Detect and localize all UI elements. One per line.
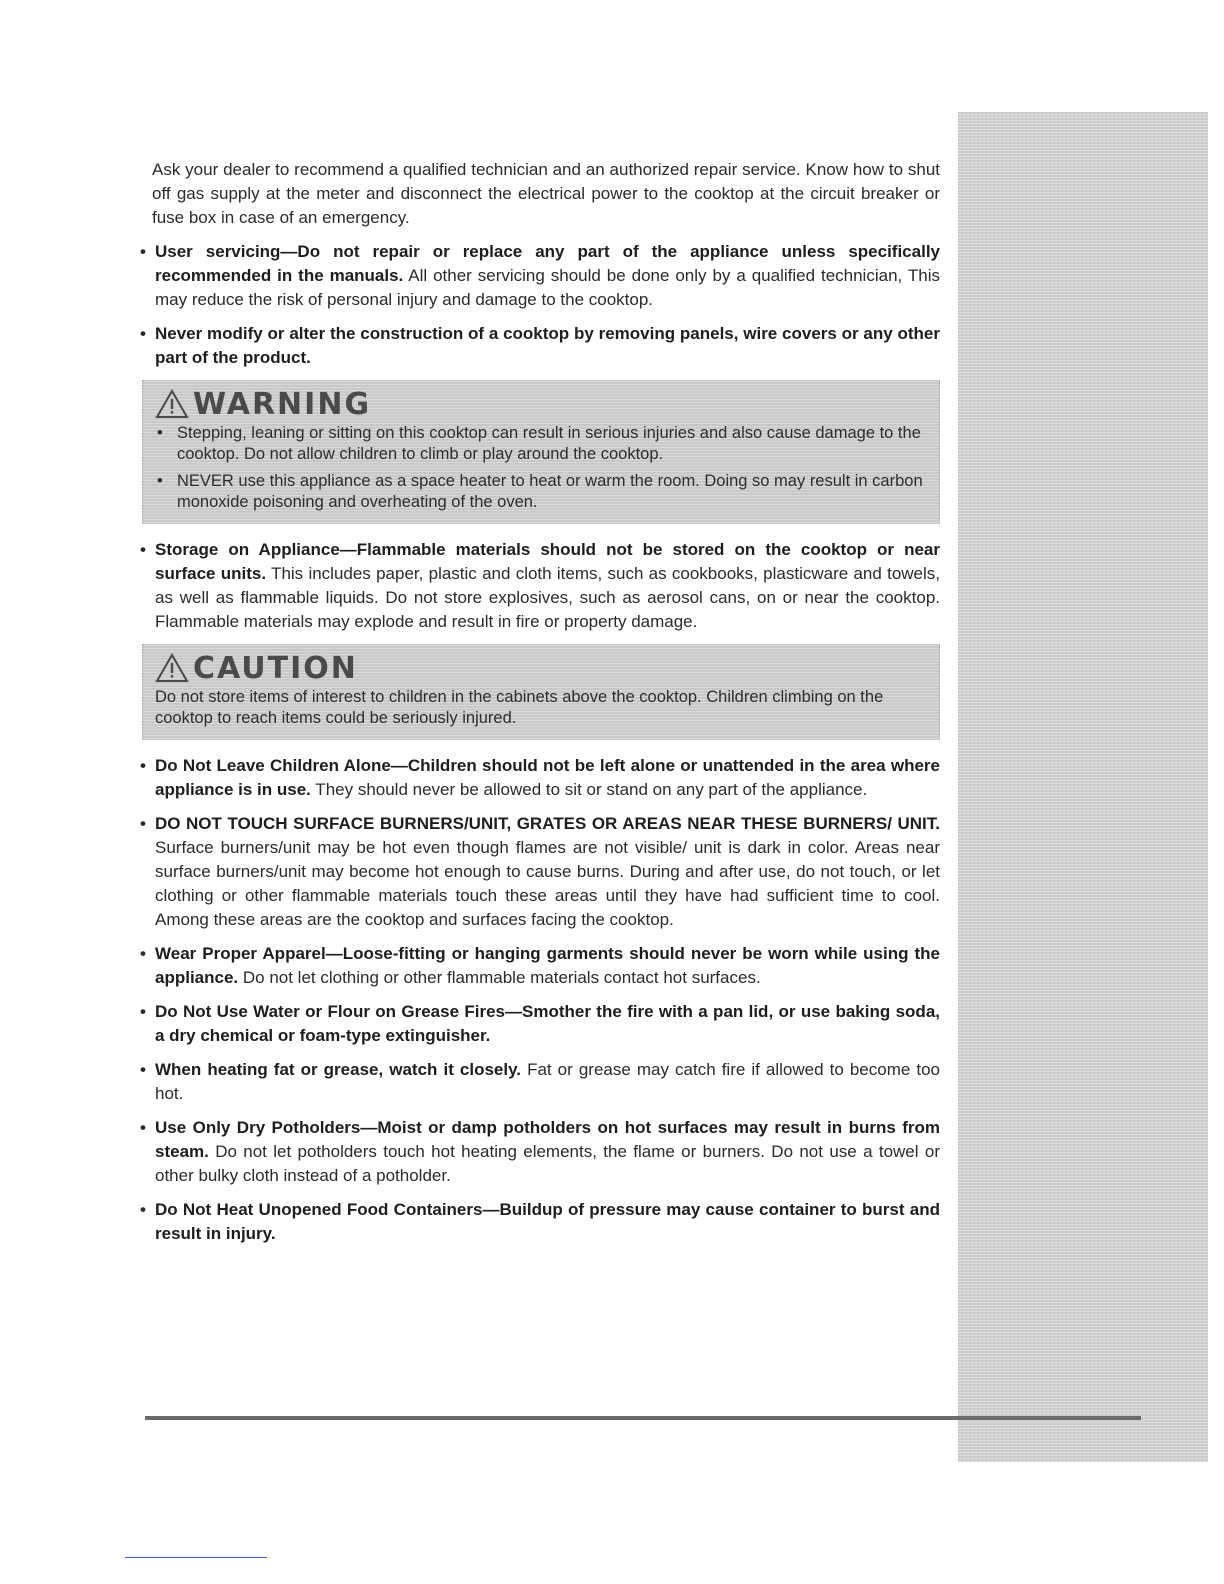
bullet-storage: • Storage on Appliance—Flammable materials should not be stored on the cooktop or near surface units. This includes paper, plastic and cloth items, such as cookbooks, plasticware and towels, as well as flammable liquids. Do not store explosives, such as aerosol cans, on or near the cooktop. Flammable materials may explode and result in fire or property damage. (140, 538, 940, 634)
footer-underline (125, 1557, 267, 1558)
side-margin-band (958, 112, 1208, 1462)
intro-paragraph: Ask your dealer to recommend a qualified technician and an authorized repair service. Know how to shut off gas supply at the meter and disconnect the electrical power to the cooktop at the circuit breaker or fuse box in case of an emergency. (152, 160, 940, 227)
safety-instructions (140, 158, 940, 1256)
bullet-unopened-containers: • Do Not Heat Unopened Food Containers—Buildup of pressure may cause container to burst and result in injury. (140, 1198, 940, 1246)
warning-item: • NEVER use this appliance as a space heater to heat or warm the room. Doing so may result in carbon monoxide poisoning and overheating of the oven. (155, 471, 929, 513)
bullet-proper-apparel: • Wear Proper Apparel—Loose-fitting or hanging garments should never be worn while using the appliance. Do not let clothing or other flammable materials contact hot surfaces. (140, 942, 940, 990)
warning-triangle-icon (155, 653, 189, 683)
warning-title: WARNING (193, 386, 372, 422)
warning-triangle-icon (155, 389, 189, 419)
caution-box (142, 644, 940, 740)
bullet-do-not-touch: • DO NOT TOUCH SURFACE BURNERS/UNIT, GRATES OR AREAS NEAR THESE BURNERS/ UNIT. Surface burners/unit may be hot even though flames are not visible/ unit is dark in color. Areas near surface burners/unit may become hot enough to cause burns. During and after use, do not touch, or let clothing or other flammable materials touch these areas until they have had sufficient time to cool. Among these areas are the cooktop and surfaces facing the cooktop. (140, 812, 940, 932)
warning-box (142, 380, 940, 524)
bullet-never-modify: • Never modify or alter the construction of a cooktop by removing panels, wire covers or any other part of the product. (140, 322, 940, 370)
caution-header (155, 651, 929, 685)
bullet-grease-fires: • Do Not Use Water or Flour on Grease Fires—Smother the fire with a pan lid, or use baking soda, a dry chemical or foam-type extinguisher. (140, 1000, 940, 1048)
caution-title: CAUTION (193, 650, 358, 686)
warning-header (155, 387, 929, 421)
warning-item: • Stepping, leaning or sitting on this cooktop can result in serious injuries and also cause damage to the cooktop. Do not allow children to climb or play around the cooktop. (155, 423, 929, 465)
bottom-rule (145, 1416, 1141, 1420)
bullet-dry-potholders: • Use Only Dry Potholders—Moist or damp potholders on hot surfaces may result in burns from steam. Do not let potholders touch hot heating elements, the flame or burners. Do not use a towel or other bulky cloth instead of a potholder. (140, 1116, 940, 1188)
bullet-heating-fat: • When heating fat or grease, watch it closely. Fat or grease may catch fire if allowed to become too hot. (140, 1058, 940, 1106)
caution-text: Do not store items of interest to children in the cabinets above the cooktop. Children climbing on the cooktop to reach items could be seriously injured. (155, 688, 884, 727)
bullet-children-alone: • Do Not Leave Children Alone—Children should not be left alone or unattended in the area where appliance is in use. They should never be allowed to sit or stand on any part of the appliance. (140, 754, 940, 802)
bullet-user-servicing: • User servicing—Do not repair or replace any part of the appliance unless specifically recommended in the manuals. All other servicing should be done only by a qualified technician, This may reduce the risk of personal injury and damage to the cooktop. (140, 240, 940, 312)
